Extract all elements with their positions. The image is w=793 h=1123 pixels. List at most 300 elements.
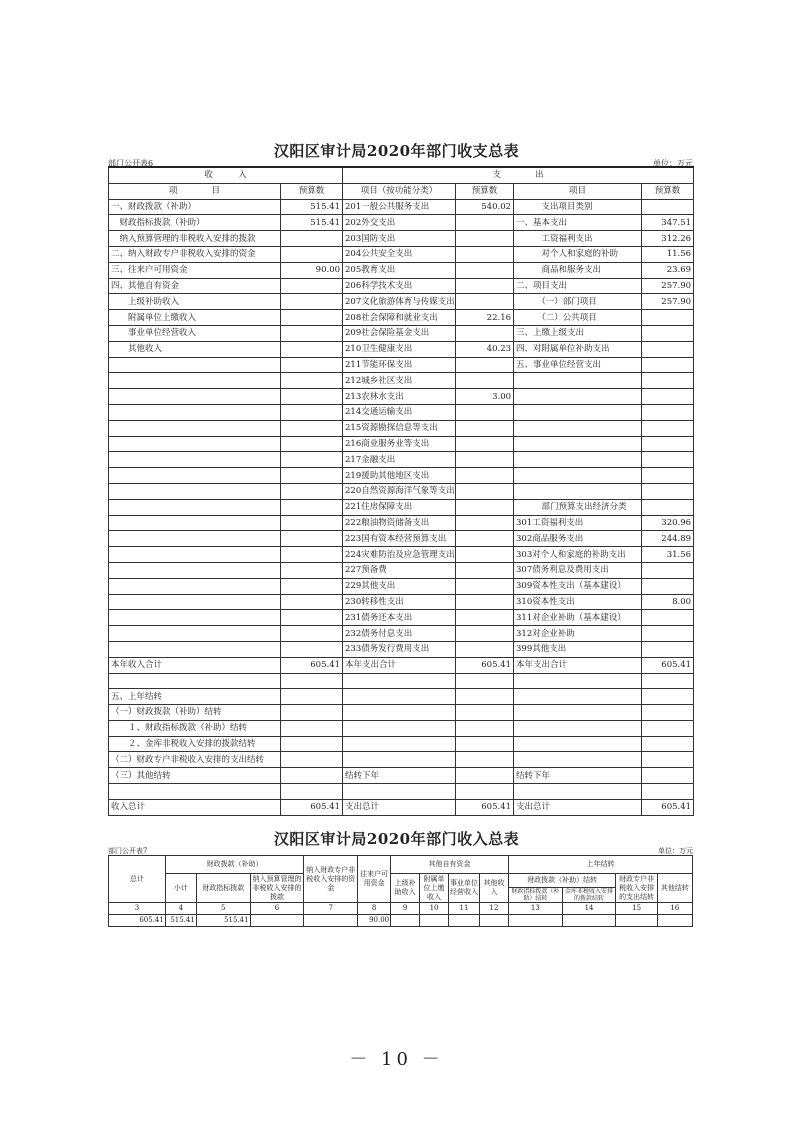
table-cell <box>642 310 694 326</box>
table-cell <box>642 673 694 689</box>
table-cell <box>109 578 281 594</box>
table-cell <box>456 436 514 452</box>
table-row <box>109 294 694 310</box>
column-number: 16 <box>657 903 692 915</box>
table-cell <box>109 562 281 578</box>
table-cell <box>109 389 281 405</box>
table-cell: 302商品服务支出 <box>514 531 642 547</box>
header-expense: 支 出 <box>343 167 694 183</box>
table-cell: 一、基本支出 <box>514 215 642 231</box>
table-cell: 244.89 <box>642 531 694 547</box>
value-cell <box>304 915 358 927</box>
table-cell: 208社会保障和就业支出 <box>343 310 456 326</box>
table-cell <box>281 689 343 705</box>
table1-header-row-1 <box>109 167 694 183</box>
table-cell <box>281 720 343 736</box>
table-cell: 221住房保障支出 <box>343 499 456 515</box>
table-cell: 232债务付息支出 <box>343 626 456 642</box>
table-cell <box>456 705 514 721</box>
table-cell: 收入总计 <box>109 799 281 815</box>
table-cell: 90.00 <box>281 262 343 278</box>
h-carry-fiscal-group <box>508 874 615 903</box>
table-cell <box>456 515 514 531</box>
table-cell <box>456 736 514 752</box>
table-cell <box>456 357 514 373</box>
table-cell: 233债务发行费用支出 <box>343 641 456 657</box>
table-row <box>109 468 694 484</box>
table-cell: 210卫生健康支出 <box>343 341 456 357</box>
value-cell: 515.41 <box>165 915 196 927</box>
table-cell <box>642 483 694 499</box>
table-row <box>109 562 694 578</box>
table-row <box>109 357 694 373</box>
table-cell: 310资本性支出 <box>514 594 642 610</box>
table-cell <box>281 547 343 563</box>
table-cell: 220自然资源海洋气象等支出 <box>343 483 456 499</box>
table-cell <box>109 373 281 389</box>
table-cell: 307债务利息及费用支出 <box>514 562 642 578</box>
table-cell <box>642 752 694 768</box>
table-cell <box>456 294 514 310</box>
h-carry-treasury: 金库非税收入安排的拨款结转 <box>565 888 614 902</box>
table-row <box>109 626 694 642</box>
table-cell <box>514 784 642 800</box>
table-cell: 五、事业单位经营支出 <box>514 357 642 373</box>
table-cell: 301工资福利支出 <box>514 515 642 531</box>
table-cell <box>456 547 514 563</box>
table-cell <box>642 784 694 800</box>
table-cell: 209社会保险基金支出 <box>343 325 456 341</box>
table-row <box>109 720 694 736</box>
table-cell <box>642 420 694 436</box>
table-cell: （二）公共项目 <box>514 310 642 326</box>
table-cell <box>514 420 642 436</box>
table-cell: 上级补助收入 <box>109 294 281 310</box>
table-cell: 214交通运输支出 <box>343 404 456 420</box>
table-cell: 二、纳入财政专户非税收入安排的资金 <box>109 246 281 262</box>
value-cell <box>250 915 304 927</box>
table-cell <box>281 594 343 610</box>
table-cell: （二）财政专户非税收入安排的支出结转 <box>109 752 281 768</box>
table-cell <box>642 325 694 341</box>
table-cell <box>109 420 281 436</box>
value-cell <box>562 915 616 927</box>
table-cell <box>343 689 456 705</box>
table-row <box>109 420 694 436</box>
table-cell: 206科学技术支出 <box>343 278 456 294</box>
table-cell: 213农林水支出 <box>343 389 456 405</box>
table-cell <box>456 562 514 578</box>
table-row <box>109 199 694 215</box>
table-cell: 23.69 <box>642 262 694 278</box>
table-cell <box>109 483 281 499</box>
column-number: 15 <box>616 903 657 915</box>
table-cell <box>456 752 514 768</box>
header-exp-item: 项目 <box>514 183 642 199</box>
table-cell <box>642 626 694 642</box>
table-row <box>109 215 694 231</box>
table-cell: 320.96 <box>642 515 694 531</box>
table-cell: 40.23 <box>456 341 514 357</box>
table-cell <box>281 768 343 784</box>
table-row <box>109 578 694 594</box>
table-cell <box>514 720 642 736</box>
table-cell: 部门预算支出经济分类 <box>514 499 642 515</box>
h-special: 纳入财政专户非税收入安排的资金 <box>304 856 358 903</box>
column-number: 9 <box>391 903 420 915</box>
table-cell <box>514 483 642 499</box>
table-cell <box>456 768 514 784</box>
h-fiscal-indicator: 财政指标拨款 <box>196 874 250 903</box>
table-cell <box>456 483 514 499</box>
table-cell <box>281 404 343 420</box>
table-row <box>109 389 694 405</box>
table-cell: 工资福利支出 <box>514 231 642 247</box>
table-cell: 8.00 <box>642 594 694 610</box>
table-cell <box>343 784 456 800</box>
h-carry: 上年结转 <box>508 856 692 874</box>
table-cell: 399其他支出 <box>514 641 642 657</box>
table-cell <box>281 310 343 326</box>
table-cell <box>642 562 694 578</box>
value-cell <box>480 915 509 927</box>
h-wanglai: 往来户可用资金 <box>358 856 391 903</box>
table-cell <box>281 246 343 262</box>
table-cell: 303对个人和家庭的补助支出 <box>514 547 642 563</box>
table-cell <box>109 404 281 420</box>
table-cell <box>642 341 694 357</box>
h-other-in: 其他收入 <box>480 874 509 903</box>
table-cell: 605.41 <box>642 799 694 815</box>
table-cell <box>456 610 514 626</box>
table-cell: 223国有资本经营预算支出 <box>343 531 456 547</box>
header-func-budget: 预算数 <box>456 183 514 199</box>
column-number: 11 <box>449 903 480 915</box>
table2-values-row <box>109 915 693 927</box>
table1-header-row-2 <box>109 183 694 199</box>
table-cell <box>642 436 694 452</box>
h-carry-other: 其他结转 <box>657 874 692 903</box>
table-cell <box>456 499 514 515</box>
table-cell: 财政指标拨款（补助） <box>109 215 281 231</box>
table-cell <box>642 199 694 215</box>
column-number: 3 <box>109 903 166 915</box>
table-cell <box>642 452 694 468</box>
table-cell <box>456 231 514 247</box>
table-cell <box>514 373 642 389</box>
table-cell: 202外交支出 <box>343 215 456 231</box>
table-cell: 五、上年结转 <box>109 689 281 705</box>
header-income: 收 入 <box>109 167 343 183</box>
table2-form-label: 部门公开表7 <box>108 847 148 855</box>
table-row <box>109 499 694 515</box>
table-cell: 215资源勘探信息等支出 <box>343 420 456 436</box>
table-cell <box>456 626 514 642</box>
table-cell: 事业单位经营收入 <box>109 325 281 341</box>
table-row <box>109 310 694 326</box>
table-cell <box>109 452 281 468</box>
table-cell: 207文化旅游体育与传媒支出 <box>343 294 456 310</box>
table-cell: 229其他支出 <box>343 578 456 594</box>
table-cell: 结转下年 <box>514 768 642 784</box>
table-cell: （三）其他结转 <box>109 768 281 784</box>
table-cell <box>456 404 514 420</box>
table-cell <box>281 784 343 800</box>
table-cell <box>109 468 281 484</box>
table-cell <box>109 626 281 642</box>
table-cell <box>642 373 694 389</box>
column-number: 6 <box>250 903 304 915</box>
table2-column-numbers <box>109 903 693 915</box>
table-cell <box>109 673 281 689</box>
table-cell <box>514 404 642 420</box>
table-cell <box>281 483 343 499</box>
income-summary-table <box>108 855 693 927</box>
table-cell <box>642 705 694 721</box>
table-cell <box>281 515 343 531</box>
table-cell: 227预备费 <box>343 562 456 578</box>
table-cell <box>514 736 642 752</box>
h-biz: 事业单位经营收入 <box>449 874 480 903</box>
table-cell <box>281 278 343 294</box>
table-cell: 31.56 <box>642 547 694 563</box>
table-cell: 四、其他自有资金 <box>109 278 281 294</box>
table-cell <box>456 373 514 389</box>
table-cell <box>456 325 514 341</box>
table-cell: 347.51 <box>642 215 694 231</box>
value-cell <box>616 915 657 927</box>
table-cell: 257.90 <box>642 278 694 294</box>
table-cell <box>343 752 456 768</box>
table-cell: 204公共安全支出 <box>343 246 456 262</box>
table-cell <box>281 736 343 752</box>
column-number: 10 <box>420 903 449 915</box>
table2-title: 汉阳区审计局2020年部门收入总表 <box>273 830 520 848</box>
table-cell: 540.02 <box>456 199 514 215</box>
table-row <box>109 594 694 610</box>
table-cell <box>109 531 281 547</box>
table-cell: 605.41 <box>456 657 514 673</box>
table-row <box>109 262 694 278</box>
value-cell <box>449 915 480 927</box>
table2-unit: 单位：万元 <box>658 847 693 855</box>
table-cell <box>642 468 694 484</box>
table-cell: （一）财政拨款（补助）结转 <box>109 705 281 721</box>
table-cell <box>456 420 514 436</box>
table1-title: 汉阳区审计局2020年部门收支总表 <box>273 142 520 160</box>
table-cell: 219援助其他地区支出 <box>343 468 456 484</box>
table-cell: 212城乡社区支出 <box>343 373 456 389</box>
table-cell: 本年收入合计 <box>109 657 281 673</box>
value-cell <box>391 915 420 927</box>
value-cell <box>657 915 692 927</box>
table-cell <box>642 736 694 752</box>
table-cell <box>456 246 514 262</box>
h-subtotal: 小计 <box>165 874 196 903</box>
table-cell: 312对企业补助 <box>514 626 642 642</box>
income-expense-table <box>108 166 694 816</box>
column-number: 5 <box>196 903 250 915</box>
table-cell <box>514 468 642 484</box>
table-row <box>109 436 694 452</box>
table-cell <box>456 720 514 736</box>
table1-form-label: 部门公开表6 <box>108 159 154 168</box>
table-cell: 本年支出合计 <box>343 657 456 673</box>
table-cell: 231债务还本支出 <box>343 610 456 626</box>
table-cell <box>281 673 343 689</box>
table-cell: 203国防支出 <box>343 231 456 247</box>
table-cell: 230转移性支出 <box>343 594 456 610</box>
table-cell <box>281 468 343 484</box>
table-cell <box>343 673 456 689</box>
table-cell: 257.90 <box>642 294 694 310</box>
table-cell <box>281 389 343 405</box>
table-cell <box>109 641 281 657</box>
table-row <box>109 689 694 705</box>
table-row <box>109 515 694 531</box>
table-row <box>109 452 694 468</box>
table-cell: 支出总计 <box>514 799 642 815</box>
table-cell: 605.41 <box>642 657 694 673</box>
table-cell <box>281 499 343 515</box>
table-row <box>109 673 694 689</box>
column-number: 14 <box>562 903 616 915</box>
value-cell: 90.00 <box>358 915 391 927</box>
table-cell <box>642 357 694 373</box>
table-cell <box>456 578 514 594</box>
table-row <box>109 231 694 247</box>
table2-header-row-2 <box>109 874 693 903</box>
table-cell <box>281 705 343 721</box>
table-cell <box>281 452 343 468</box>
table-cell <box>456 215 514 231</box>
table1-unit: 单位：万元 <box>653 159 693 168</box>
table-cell: 515.41 <box>281 199 343 215</box>
table-row <box>109 373 694 389</box>
table-cell <box>281 436 343 452</box>
h-carry-ind: 财政指标拨款（补助）结转 <box>509 888 563 902</box>
h-affil: 附属单位上缴收入 <box>420 874 449 903</box>
table-cell <box>109 515 281 531</box>
column-number: 4 <box>165 903 196 915</box>
table-cell: 11.56 <box>642 246 694 262</box>
table-cell: 支出总计 <box>343 799 456 815</box>
header-exp-budget: 预算数 <box>642 183 694 199</box>
table-cell <box>514 752 642 768</box>
table-cell: 605.41 <box>281 799 343 815</box>
table-cell <box>456 784 514 800</box>
table-cell <box>281 562 343 578</box>
table-cell: 商品和服务支出 <box>514 262 642 278</box>
table-cell <box>642 499 694 515</box>
page-number: － 10 － <box>349 1049 444 1070</box>
table-row <box>109 246 694 262</box>
table-row <box>109 610 694 626</box>
h-own: 其他自有资金 <box>391 856 509 874</box>
table-cell: 217金融支出 <box>343 452 456 468</box>
table-cell: 211节能环保支出 <box>343 357 456 373</box>
table-cell <box>514 705 642 721</box>
table-cell <box>456 531 514 547</box>
table-cell <box>456 689 514 705</box>
table-cell <box>514 452 642 468</box>
table-cell: 三、上缴上级支出 <box>514 325 642 341</box>
table-cell <box>281 325 343 341</box>
table-cell: ２、金库非税收入安排的拨款结转 <box>109 736 281 752</box>
table-cell: 本年支出合计 <box>514 657 642 673</box>
h-upper: 上级补助收入 <box>391 874 420 903</box>
h-nontax: 纳入预算管理的非税收入安排的拨款 <box>250 874 304 903</box>
table-cell: 附属单位上缴收入 <box>109 310 281 326</box>
column-number: 12 <box>480 903 509 915</box>
table-cell <box>514 689 642 705</box>
table-cell <box>642 610 694 626</box>
table-cell <box>642 768 694 784</box>
table-cell: 605.41 <box>281 657 343 673</box>
table-cell: １、财政指标拨款（补助）结转 <box>109 720 281 736</box>
header-func-item: 项目（按功能分类） <box>343 183 456 199</box>
table-cell: 结转下年 <box>343 768 456 784</box>
table-cell: 一、财政拨款（补助） <box>109 199 281 215</box>
table-cell <box>642 389 694 405</box>
table-cell <box>109 357 281 373</box>
table-cell: 四、对附属单位补助支出 <box>514 341 642 357</box>
table-row <box>109 799 694 815</box>
table-cell: 22.16 <box>456 310 514 326</box>
table-cell <box>456 641 514 657</box>
table-cell <box>456 468 514 484</box>
value-cell <box>508 915 562 927</box>
table-cell <box>281 294 343 310</box>
table-cell <box>514 673 642 689</box>
table-cell <box>109 594 281 610</box>
table-cell <box>109 436 281 452</box>
table-cell <box>281 641 343 657</box>
table-cell <box>456 673 514 689</box>
table-cell: 对个人和家庭的补助 <box>514 246 642 262</box>
table-cell <box>281 531 343 547</box>
table-cell <box>281 357 343 373</box>
value-cell <box>420 915 449 927</box>
table-cell <box>343 736 456 752</box>
table-cell: 216商业服务业等支出 <box>343 436 456 452</box>
table-cell <box>281 231 343 247</box>
table-cell: 605.41 <box>456 799 514 815</box>
table-cell <box>281 373 343 389</box>
table-cell: 三、往来户可用资金 <box>109 262 281 278</box>
table-row <box>109 768 694 784</box>
table-cell <box>281 752 343 768</box>
table-cell <box>514 436 642 452</box>
table-row <box>109 404 694 420</box>
table-cell <box>109 499 281 515</box>
table-row <box>109 657 694 673</box>
table-row <box>109 483 694 499</box>
table-cell <box>343 720 456 736</box>
table-cell <box>281 578 343 594</box>
table-cell <box>514 389 642 405</box>
table-cell <box>281 626 343 642</box>
table-cell <box>109 610 281 626</box>
table-row <box>109 641 694 657</box>
table-cell <box>642 404 694 420</box>
h-carry-special: 财政专户非税收入安排的支出结转 <box>616 874 657 903</box>
h-total: 总计 <box>109 856 166 903</box>
table-cell <box>343 705 456 721</box>
table-cell: 224灾难防治及应急管理支出 <box>343 547 456 563</box>
column-number: 8 <box>358 903 391 915</box>
table-cell: 312.26 <box>642 231 694 247</box>
